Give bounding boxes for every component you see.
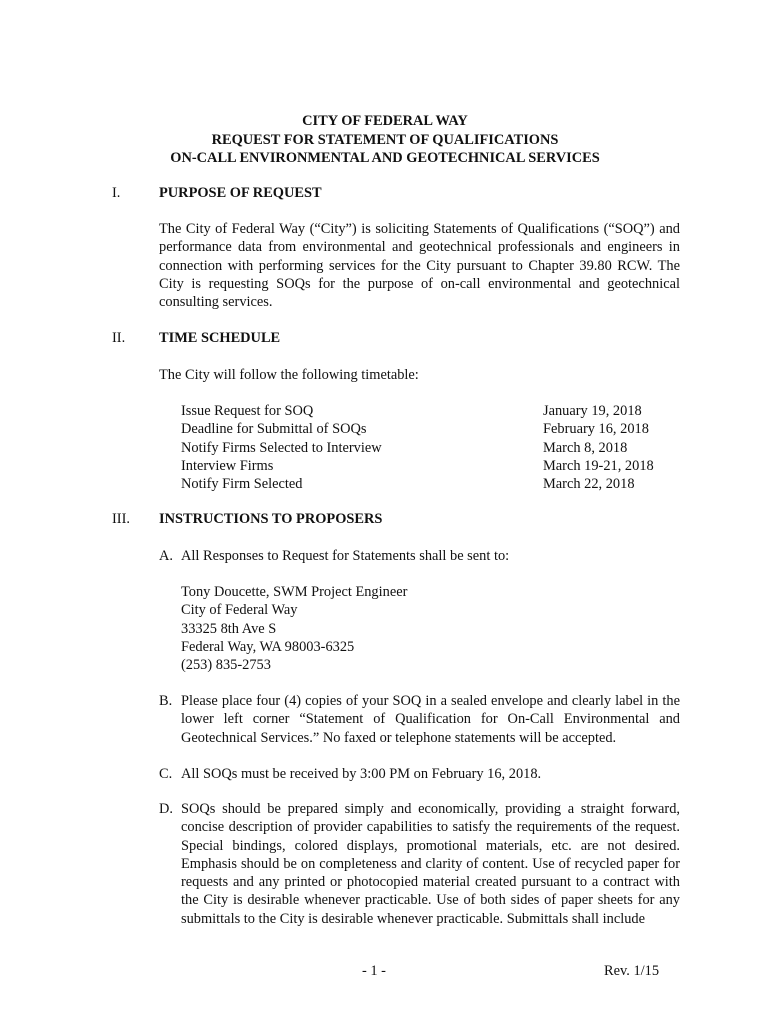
address-phone: (253) 835-2753	[181, 657, 271, 674]
instruction-b	[159, 692, 680, 747]
instruction-text: All SOQs must be received by 3:00 PM on February 16, 2018.	[181, 766, 542, 782]
schedule-date: January 19, 2018	[543, 403, 642, 419]
document-header	[0, 112, 770, 168]
address-city-state: Federal Way, WA 98003-6325	[181, 638, 355, 655]
schedule-event: Deadline for Submittal of SOQs	[181, 421, 367, 438]
address-organization: City of Federal Way	[181, 602, 298, 619]
instruction-text: All Responses to Request for Statements shall be sent to:	[181, 548, 510, 564]
section-1-body: The City of Federal Way (“City”) is soliciting Statements of Qualifications (“SOQ”) and performance data from environmental and geotechnical professionals and engineers in connection with performing services for the City pursuant to Chapter 39.80 RCW. The City is requesting SOQs for the purpose of on-call environmental and geotechnical consulting services.	[159, 221, 680, 311]
mailing-address	[181, 583, 407, 674]
instruction-letter: D.	[159, 801, 173, 817]
section-2-intro: The City will follow the following timetable:	[159, 367, 419, 383]
instruction-letter: C.	[159, 766, 173, 782]
instruction-letter: B.	[159, 693, 173, 709]
section-3-title: INSTRUCTIONS TO PROPOSERS	[159, 511, 383, 527]
header-services: ON-CALL ENVIRONMENTAL AND GEOTECHNICAL SERVICES	[170, 150, 600, 166]
schedule-row	[181, 457, 681, 475]
schedule-event: Interview Firms	[181, 457, 274, 474]
address-street: 33325 8th Ave S	[181, 620, 277, 637]
instruction-text: Please place four (4) copies of your SOQ in a sealed envelope and clearly label in the lower left corner “Statement of Qualification for On-Call Environmental and Geotechnical Services.” No faxed or telephone statements will be accepted.	[181, 693, 680, 746]
schedule-date: March 22, 2018	[543, 476, 635, 493]
schedule-date: March 19-21, 2018	[543, 457, 654, 474]
schedule-event: Notify Firms Selected to Interview	[181, 439, 382, 456]
schedule-row	[181, 420, 681, 438]
section-2-title: TIME SCHEDULE	[159, 330, 281, 346]
instruction-letter: A.	[159, 548, 173, 564]
section-1-number: I.	[112, 185, 121, 201]
header-city: CITY OF FEDERAL WAY	[302, 113, 468, 129]
section-2-number: II.	[112, 330, 126, 346]
instruction-a	[159, 547, 680, 565]
schedule-event: Notify Firm Selected	[181, 476, 303, 493]
schedule-row	[181, 439, 681, 457]
schedule-event: Issue Request for SOQ	[181, 403, 314, 419]
page-number: - 1 -	[362, 963, 386, 979]
schedule-date: March 8, 2018	[543, 439, 628, 456]
schedule-row	[181, 475, 681, 493]
section-1-title: PURPOSE OF REQUEST	[159, 185, 322, 201]
instruction-c	[159, 765, 680, 783]
instruction-d	[159, 800, 680, 928]
address-contact: Tony Doucette, SWM Project Engineer	[181, 584, 408, 600]
header-request: REQUEST FOR STATEMENT OF QUALIFICATIONS	[211, 131, 559, 148]
instruction-text: SOQs should be prepared simply and economically, providing a straight forward, concise description of provider capabilities to satisfy the requirements of the request. Special bindings, colored displays, promotional materials, etc. are not desired. Emphasis should be on completeness and clarity of content. Use of recycled paper for requests and any printed or photocopied material created pursuant to a contract with the City is desirable whenever practicable. Use of both sides of paper sheets for any submittals to the City is desirable whenever practicable. Submittals shall include	[181, 801, 680, 927]
schedule-table	[181, 402, 681, 493]
schedule-row	[181, 402, 681, 420]
revision-label: Rev. 1/15	[604, 963, 660, 979]
schedule-date: February 16, 2018	[543, 421, 649, 438]
section-3-number: III.	[112, 511, 130, 527]
